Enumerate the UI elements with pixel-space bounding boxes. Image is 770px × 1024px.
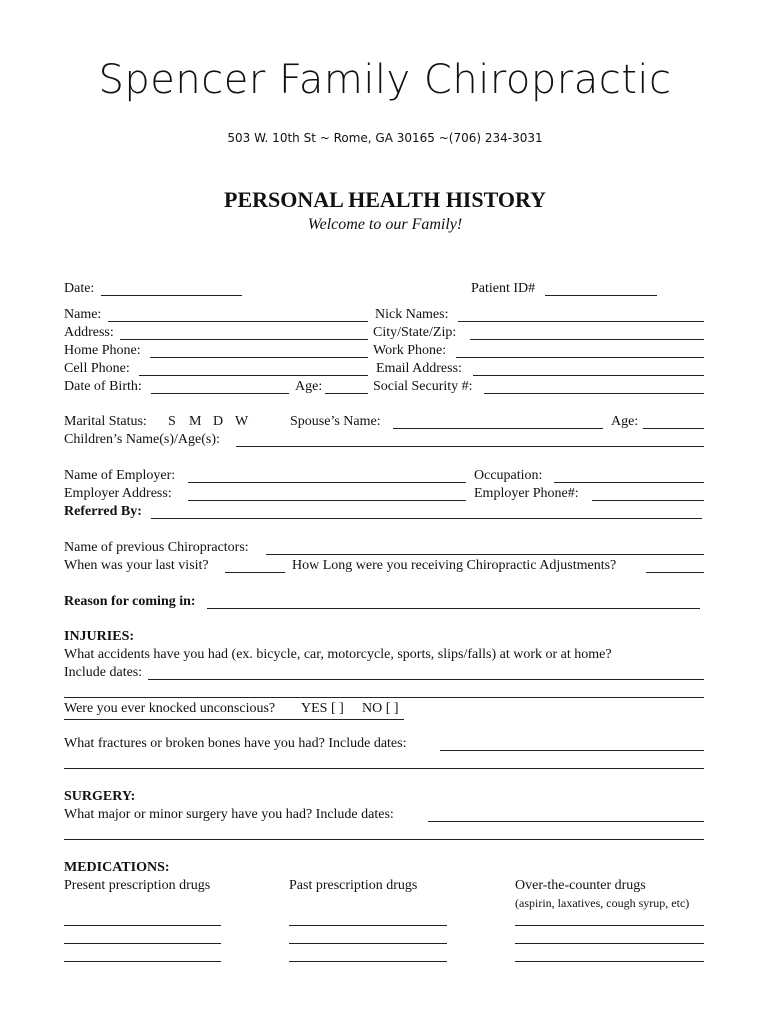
name-field[interactable]: [108, 321, 368, 322]
address-label: Address:: [64, 325, 114, 340]
marital-status-label: Marital Status:: [64, 414, 147, 429]
how-long-field[interactable]: [646, 572, 704, 573]
reason-label: Reason for coming in:: [64, 594, 196, 609]
accidents-include-dates-label: Include dates:: [64, 665, 143, 680]
past-drug-line-1[interactable]: [289, 925, 447, 926]
employer-field[interactable]: [188, 482, 466, 483]
dob-field[interactable]: [151, 393, 289, 394]
unconscious-yes-checkbox[interactable]: YES [ ]: [301, 701, 344, 716]
present-drugs-label: Present prescription drugs: [64, 878, 211, 893]
age-field[interactable]: [325, 393, 368, 394]
cell-phone-field[interactable]: [139, 375, 368, 376]
accidents-question: What accidents have you had (ex. bicycle, car, motorcycle, sports, slips/falls) at work or at home?: [64, 647, 612, 662]
how-long-label: How Long were you receiving Chiropractic Adjustments?: [292, 558, 617, 573]
occupation-label: Occupation:: [474, 468, 543, 483]
present-drug-line-1[interactable]: [64, 925, 221, 926]
marital-option-m[interactable]: M: [189, 414, 202, 429]
patient-id-field[interactable]: [545, 295, 657, 296]
address-field[interactable]: [120, 339, 368, 340]
present-drug-line-3[interactable]: [64, 961, 221, 962]
last-visit-field[interactable]: [225, 572, 285, 573]
injuries-heading: INJURIES:: [64, 629, 135, 644]
work-phone-field[interactable]: [456, 357, 704, 358]
children-label: Children’s Name(s)/Age(s):: [64, 432, 220, 447]
surgery-field-2[interactable]: [64, 839, 704, 840]
employer-phone-label: Employer Phone#:: [474, 486, 579, 501]
email-field[interactable]: [473, 375, 704, 376]
prev-chiro-label: Name of previous Chiropractors:: [64, 540, 249, 555]
cell-phone-label: Cell Phone:: [64, 361, 130, 376]
city-state-zip-label: City/State/Zip:: [373, 325, 457, 340]
spouse-age-label: Age:: [611, 414, 639, 429]
fractures-field-2[interactable]: [64, 768, 704, 769]
marital-option-s[interactable]: S: [168, 414, 176, 429]
fractures-field-1[interactable]: [440, 750, 704, 751]
reason-field[interactable]: [207, 608, 700, 609]
surgery-question: What major or minor surgery have you had? Include dates:: [64, 807, 394, 822]
referred-by-field[interactable]: [151, 518, 702, 519]
surgery-heading: SURGERY:: [64, 789, 136, 804]
referred-by-label: Referred By:: [64, 504, 142, 519]
nick-names-label: Nick Names:: [375, 307, 449, 322]
date-field[interactable]: [101, 295, 242, 296]
employer-phone-field[interactable]: [592, 500, 704, 501]
spouse-name-field[interactable]: [393, 428, 603, 429]
otc-drugs-label: Over-the-counter drugs: [515, 878, 646, 893]
marital-option-w[interactable]: W: [235, 414, 249, 429]
employer-address-label: Employer Address:: [64, 486, 172, 501]
past-drug-line-2[interactable]: [289, 943, 447, 944]
otc-drugs-note: (aspirin, laxatives, cough syrup, etc): [515, 896, 690, 910]
welcome-text: Welcome to our Family!: [307, 216, 463, 233]
spouse-age-field[interactable]: [643, 428, 704, 429]
city-state-zip-field[interactable]: [470, 339, 704, 340]
children-field[interactable]: [236, 446, 704, 447]
employer-label: Name of Employer:: [64, 468, 176, 483]
ssn-label: Social Security #:: [373, 379, 473, 394]
occupation-field[interactable]: [554, 482, 704, 483]
medications-heading: MEDICATIONS:: [64, 860, 170, 875]
fractures-question: What fractures or broken bones have you had? Include dates:: [64, 736, 407, 751]
practice-name: Spencer Family Chiropractic: [98, 57, 672, 103]
present-drug-line-2[interactable]: [64, 943, 221, 944]
accidents-field-2[interactable]: [64, 697, 704, 698]
spouse-name-label: Spouse’s Name:: [290, 414, 381, 429]
email-label: Email Address:: [376, 361, 462, 376]
last-visit-label: When was your last visit?: [64, 558, 209, 573]
name-label: Name:: [64, 307, 102, 322]
past-drugs-label: Past prescription drugs: [289, 878, 418, 893]
age-label: Age:: [295, 379, 323, 394]
home-phone-label: Home Phone:: [64, 343, 141, 358]
otc-drug-line-3[interactable]: [515, 961, 704, 962]
home-phone-field[interactable]: [150, 357, 368, 358]
dob-label: Date of Birth:: [64, 379, 142, 394]
ssn-field[interactable]: [484, 393, 704, 394]
marital-option-d[interactable]: D: [213, 414, 224, 429]
unconscious-underline: [64, 719, 404, 720]
unconscious-no-checkbox[interactable]: NO [ ]: [362, 701, 399, 716]
nick-names-field[interactable]: [458, 321, 704, 322]
prev-chiro-field[interactable]: [266, 554, 704, 555]
accidents-field-1[interactable]: [148, 679, 704, 680]
surgery-field-1[interactable]: [428, 821, 704, 822]
work-phone-label: Work Phone:: [373, 343, 447, 358]
past-drug-line-3[interactable]: [289, 961, 447, 962]
date-label: Date:: [64, 281, 95, 296]
employer-address-field[interactable]: [188, 500, 466, 501]
unconscious-question: Were you ever knocked unconscious?: [64, 701, 276, 716]
patient-id-label: Patient ID#: [471, 281, 536, 296]
form-title: PERSONAL HEALTH HISTORY: [224, 187, 546, 212]
otc-drug-line-1[interactable]: [515, 925, 704, 926]
practice-address: 503 W. 10th St ~ Rome, GA 30165 ~(706) 234-3031: [227, 131, 543, 145]
otc-drug-line-2[interactable]: [515, 943, 704, 944]
